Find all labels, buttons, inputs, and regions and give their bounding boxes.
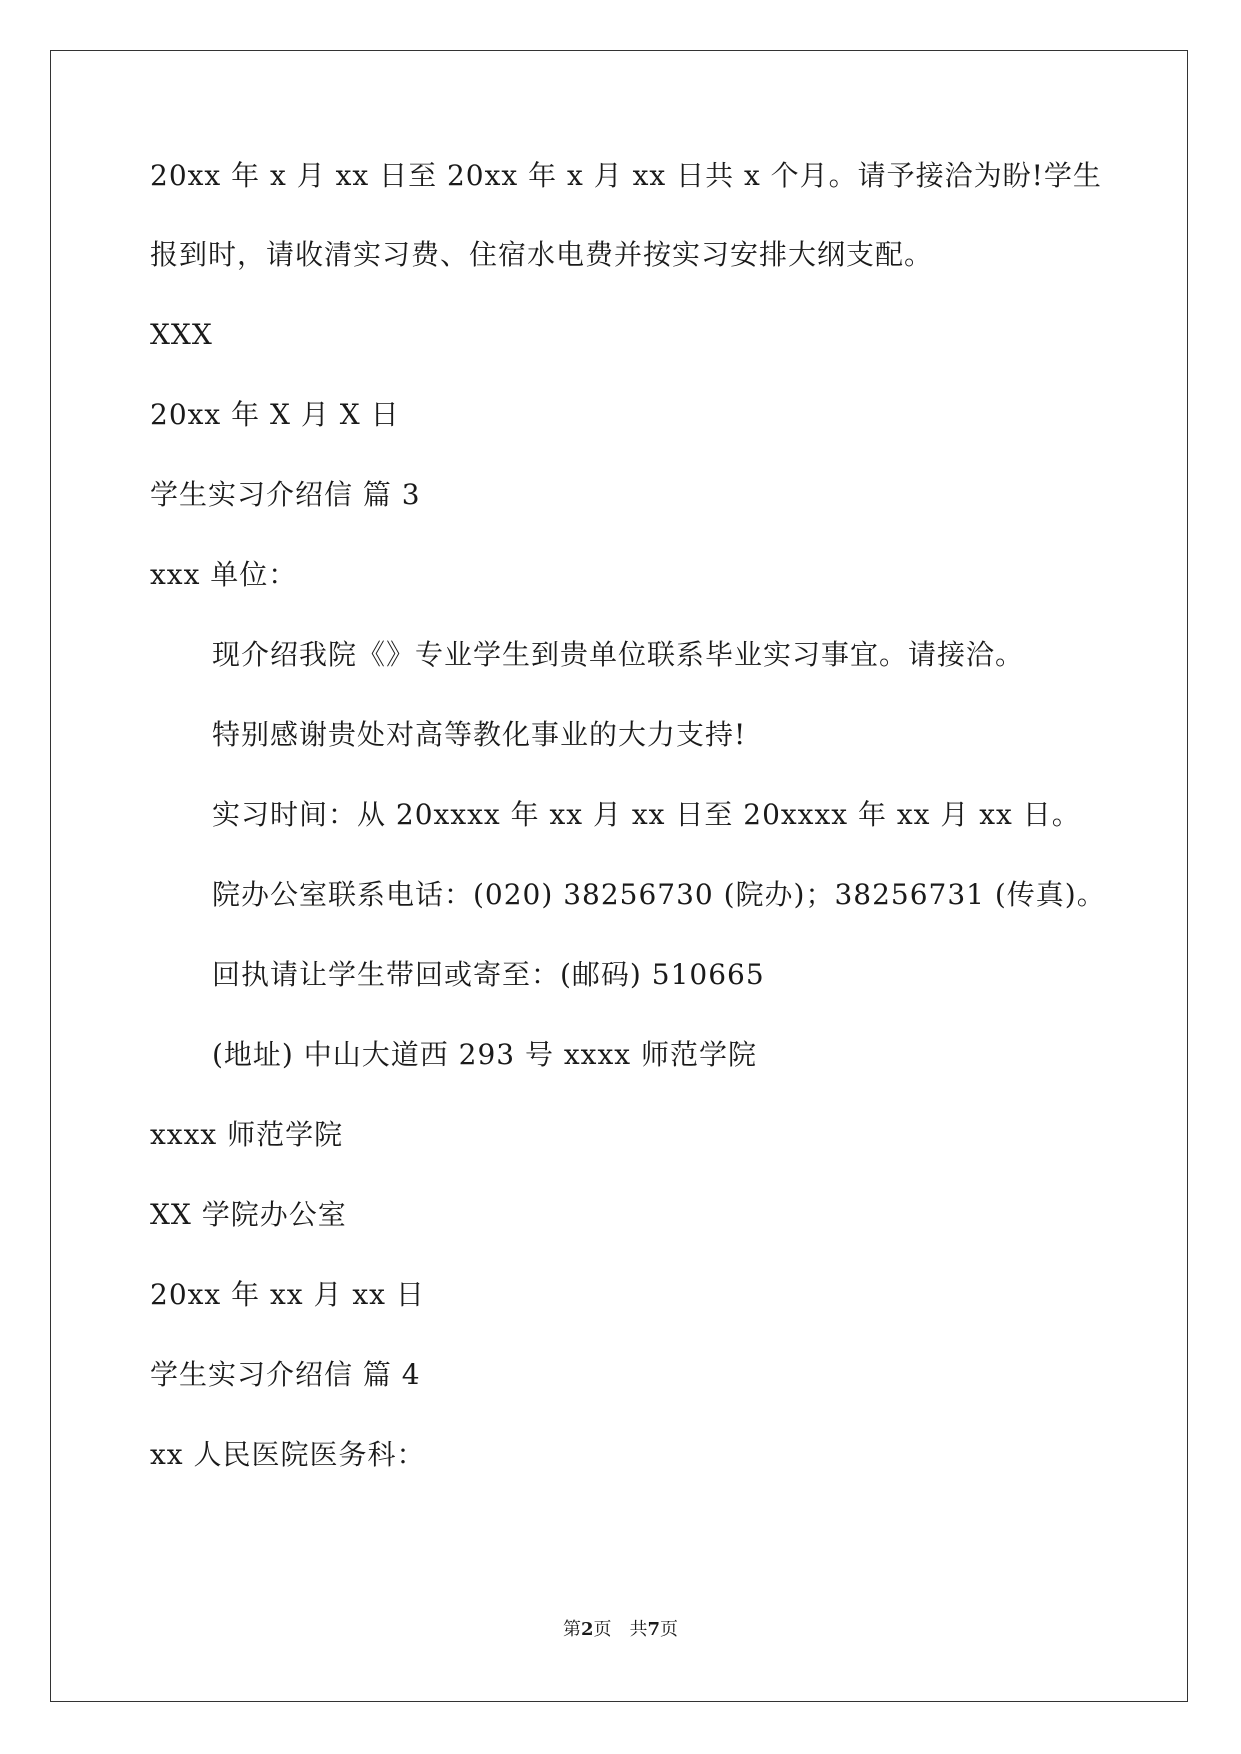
page-footer [0,1618,1241,1642]
signature-date-2: 20xx 年 xx 月 xx 日 [150,1278,425,1311]
signature-date: 20xx 年 X 月 X 日 [150,398,400,431]
section-heading-4: 学生实习介绍信 篇 4 [150,1358,421,1391]
total-pages: 7 [647,1619,661,1640]
total-suffix: 页 [660,1619,679,1640]
signature-institution: xxxx 师范学院 [150,1118,344,1151]
section-heading-3: 学生实习介绍信 篇 3 [150,478,421,511]
body-paragraph-thanks: 特别感谢贵处对高等教化事业的大力支持! [212,718,747,751]
page-prefix: 第 [562,1619,581,1640]
salutation: xxx 单位： [150,558,298,591]
signature-name: XXX [150,318,213,351]
text-line-2: 报到时，请收清实习费、住宿水电费并按实习安排大纲支配。 [150,238,934,271]
page-number: 2 [580,1619,594,1640]
body-paragraph-intro: 现介绍我院《》专业学生到贵单位联系毕业实习事宜。请接洽。 [212,638,1025,671]
body-paragraph-return: 回执请让学生带回或寄至：(邮码) 510665 [212,958,765,991]
salutation-2: xx 人民医院医务科： [150,1438,426,1471]
signature-office: XX 学院办公室 [150,1198,347,1231]
body-paragraph-phone: 院办公室联系电话：(020) 38256730 (院办)；38256731 (传真)。 [212,878,1106,911]
body-paragraph-period: 实习时间：从 20xxxx 年 xx 月 xx 日至 20xxxx 年 xx 月 xx 日。 [212,798,1081,831]
text-line-1: 20xx 年 x 月 xx 日至 20xx 年 x 月 xx 日共 x 个月。请予接洽为盼!学生 [150,159,1102,192]
total-prefix: 共 [629,1619,648,1640]
body-paragraph-address: (地址) 中山大道西 293 号 xxxx 师范学院 [212,1038,757,1071]
page-suffix: 页 [593,1619,612,1640]
